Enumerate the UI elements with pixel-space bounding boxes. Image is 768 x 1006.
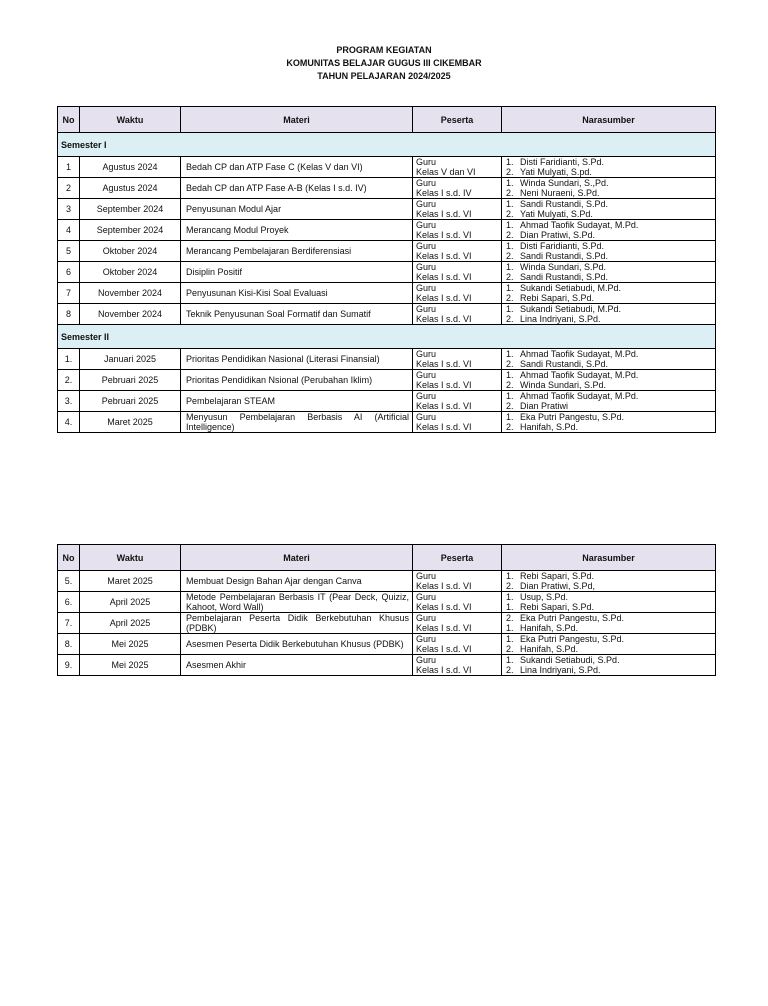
peserta-line-1: Guru <box>416 592 437 602</box>
row-narasumber <box>502 571 716 592</box>
row-no: 8. <box>58 634 80 655</box>
row-peserta <box>413 262 502 283</box>
narasumber-name: Sukandi Setiabudi, S.Pd. <box>520 655 620 665</box>
col-header-peserta: Peserta <box>413 545 502 571</box>
narasumber-item <box>506 349 712 359</box>
peserta-line-1: Guru <box>416 157 437 167</box>
row-peserta <box>413 220 502 241</box>
table-row <box>58 391 716 412</box>
narasumber-number: 2. <box>506 251 514 261</box>
narasumber-name: Dian Pratiwi, S.Pd, <box>520 581 596 591</box>
table-row <box>58 613 716 634</box>
row-no: 7. <box>58 613 80 634</box>
table-row <box>58 304 716 325</box>
row-waktu: Januari 2025 <box>80 349 181 370</box>
narasumber-number: 2. <box>506 167 514 177</box>
narasumber-number: 1. <box>506 262 514 272</box>
row-narasumber <box>502 199 716 220</box>
col-header-no: No <box>58 545 80 571</box>
row-waktu: Maret 2025 <box>80 412 181 433</box>
narasumber-name: Yati Mulyati, S.Pd. <box>520 209 593 219</box>
row-narasumber <box>502 655 716 676</box>
narasumber-item <box>506 230 712 240</box>
peserta-line-2: Kelas I s.d. VI <box>416 359 472 369</box>
row-narasumber <box>502 634 716 655</box>
narasumber-number: 2. <box>506 188 514 198</box>
table-row <box>58 349 716 370</box>
narasumber-name: Ahmad Taofik Sudayat, M.Pd. <box>520 370 639 380</box>
narasumber-item <box>506 359 712 369</box>
row-no: 2. <box>58 370 80 391</box>
title-line-3: TAHUN PELAJARAN 2024/2025 <box>317 71 451 81</box>
table-row <box>58 178 716 199</box>
table-row <box>58 592 716 613</box>
narasumber-number: 2. <box>506 665 514 675</box>
row-waktu: Oktober 2024 <box>80 241 181 262</box>
narasumber-item <box>506 634 712 644</box>
narasumber-item <box>506 188 712 198</box>
row-no: 8 <box>58 304 80 325</box>
narasumber-name: Hanifah, S.Pd. <box>520 422 579 432</box>
narasumber-name: Hanifah, S.Pd. <box>520 623 579 633</box>
peserta-line-2: Kelas I s.d. IV <box>416 188 472 198</box>
row-materi: Merancang Modul Proyek <box>181 220 413 241</box>
narasumber-name: Winda Sundari, S.Pd. <box>520 262 607 272</box>
row-no: 1. <box>58 349 80 370</box>
row-waktu: Oktober 2024 <box>80 262 181 283</box>
narasumber-item <box>506 623 712 633</box>
narasumber-number: 1. <box>506 283 514 293</box>
peserta-line-2: Kelas I s.d. VI <box>416 665 472 675</box>
col-header-narasumber: Narasumber <box>502 107 716 133</box>
row-narasumber <box>502 241 716 262</box>
narasumber-item <box>506 167 712 177</box>
row-no: 6 <box>58 262 80 283</box>
narasumber-number: 1. <box>506 391 514 401</box>
peserta-line-1: Guru <box>416 391 437 401</box>
peserta-line-1: Guru <box>416 283 437 293</box>
narasumber-item <box>506 293 712 303</box>
table-row <box>58 283 716 304</box>
narasumber-name: Lina Indriyani, S.Pd. <box>520 314 601 324</box>
narasumber-item <box>506 314 712 324</box>
table-row <box>58 412 716 433</box>
row-peserta <box>413 199 502 220</box>
row-materi: Menyusun Pembelajaran Berbasis AI (Artificial Intelligence) <box>181 412 413 433</box>
narasumber-name: Eka Putri Pangestu, S.Pd. <box>520 613 625 623</box>
peserta-line-2: Kelas I s.d. VI <box>416 602 472 612</box>
narasumber-name: Hanifah, S.Pd. <box>520 644 579 654</box>
col-header-materi: Materi <box>181 545 413 571</box>
narasumber-item <box>506 644 712 654</box>
narasumber-item <box>506 220 712 230</box>
row-waktu: November 2024 <box>80 304 181 325</box>
row-materi: Bedah CP dan ATP Fase A-B (Kelas I s.d. IV) <box>181 178 413 199</box>
row-waktu: Mei 2025 <box>80 655 181 676</box>
narasumber-item <box>506 304 712 314</box>
narasumber-number: 1. <box>506 178 514 188</box>
row-materi: Asesmen Akhir <box>181 655 413 676</box>
peserta-line-1: Guru <box>416 262 437 272</box>
narasumber-number: 2. <box>506 230 514 240</box>
row-narasumber <box>502 391 716 412</box>
narasumber-number: 1. <box>506 241 514 251</box>
narasumber-number: 1. <box>506 370 514 380</box>
narasumber-item <box>506 283 712 293</box>
peserta-line-2: Kelas I s.d. VI <box>416 422 472 432</box>
narasumber-number: 2. <box>506 644 514 654</box>
peserta-line-1: Guru <box>416 634 437 644</box>
narasumber-name: Rebi Sapari, S.Pd. <box>520 602 595 612</box>
row-no: 6. <box>58 592 80 613</box>
narasumber-number: 2. <box>506 209 514 219</box>
row-peserta <box>413 613 502 634</box>
row-peserta <box>413 349 502 370</box>
narasumber-item <box>506 272 712 282</box>
row-narasumber <box>502 283 716 304</box>
row-materi: Membuat Design Bahan Ajar dengan Canva <box>181 571 413 592</box>
row-narasumber <box>502 178 716 199</box>
narasumber-number: 1. <box>506 655 514 665</box>
narasumber-item <box>506 581 712 591</box>
schedule-table-1 <box>57 106 716 433</box>
peserta-line-2: Kelas I s.d. VI <box>416 401 472 411</box>
peserta-line-1: Guru <box>416 241 437 251</box>
narasumber-number: 1. <box>506 157 514 167</box>
peserta-line-2: Kelas I s.d. VI <box>416 314 472 324</box>
row-materi: Prioritas Pendidikan Nsional (Perubahan Iklim) <box>181 370 413 391</box>
peserta-line-2: Kelas I s.d. VI <box>416 209 472 219</box>
row-waktu: September 2024 <box>80 199 181 220</box>
peserta-line-1: Guru <box>416 349 437 359</box>
row-narasumber <box>502 349 716 370</box>
narasumber-number: 1. <box>506 304 514 314</box>
narasumber-item <box>506 592 712 602</box>
narasumber-name: Yati Mulyati, S.pd. <box>520 167 592 177</box>
narasumber-name: Usup, S.Pd. <box>520 592 569 602</box>
semester-row <box>58 133 716 157</box>
table-row <box>58 241 716 262</box>
narasumber-name: Ahmad Taofik Sudayat, M.Pd. <box>520 391 639 401</box>
narasumber-item <box>506 241 712 251</box>
narasumber-item <box>506 412 712 422</box>
narasumber-number: 1. <box>506 199 514 209</box>
narasumber-item <box>506 401 712 411</box>
row-peserta <box>413 592 502 613</box>
row-peserta <box>413 571 502 592</box>
table-row <box>58 220 716 241</box>
row-narasumber <box>502 262 716 283</box>
table-row <box>58 370 716 391</box>
row-no: 7 <box>58 283 80 304</box>
narasumber-item <box>506 157 712 167</box>
peserta-line-1: Guru <box>416 178 437 188</box>
col-header-narasumber: Narasumber <box>502 545 716 571</box>
table-row <box>58 655 716 676</box>
narasumber-item <box>506 571 712 581</box>
row-peserta <box>413 634 502 655</box>
peserta-line-2: Kelas I s.d. VI <box>416 644 472 654</box>
narasumber-name: Disti Faridianti, S.Pd. <box>520 241 605 251</box>
row-peserta <box>413 157 502 178</box>
row-materi: Teknik Penyusunan Soal Formatif dan Sumatif <box>181 304 413 325</box>
narasumber-item <box>506 422 712 432</box>
row-narasumber <box>502 412 716 433</box>
peserta-line-1: Guru <box>416 304 437 314</box>
row-waktu: Mei 2025 <box>80 634 181 655</box>
row-materi: Penyusunan Kisi-Kisi Soal Evaluasi <box>181 283 413 304</box>
narasumber-number: 1. <box>506 349 514 359</box>
narasumber-name: Winda Sundari, S.,Pd. <box>520 178 609 188</box>
row-materi: Asesmen Peserta Didik Berkebutuhan Khusus (PDBK) <box>181 634 413 655</box>
peserta-line-1: Guru <box>416 370 437 380</box>
narasumber-item <box>506 178 712 188</box>
narasumber-name: Ahmad Taofik Sudayat, M.Pd. <box>520 349 639 359</box>
document-title <box>0 44 768 83</box>
narasumber-number: 2. <box>506 401 514 411</box>
narasumber-number: 2. <box>506 581 514 591</box>
peserta-line-2: Kelas I s.d. VI <box>416 272 472 282</box>
col-header-waktu: Waktu <box>80 545 181 571</box>
narasumber-name: Lina Indriyani, S.Pd. <box>520 665 601 675</box>
table-row <box>58 157 716 178</box>
row-narasumber <box>502 157 716 178</box>
peserta-line-2: Kelas I s.d. VI <box>416 251 472 261</box>
narasumber-item <box>506 391 712 401</box>
narasumber-item <box>506 665 712 675</box>
narasumber-number: 1. <box>506 220 514 230</box>
row-materi: Disiplin Positif <box>181 262 413 283</box>
row-peserta <box>413 412 502 433</box>
narasumber-name: Disti Faridianti, S.Pd. <box>520 157 605 167</box>
semester-label: Semester I <box>58 133 716 157</box>
row-narasumber <box>502 304 716 325</box>
row-narasumber <box>502 592 716 613</box>
table-row <box>58 634 716 655</box>
row-no: 9. <box>58 655 80 676</box>
narasumber-name: Sandi Rustandi, S.Pd. <box>520 359 609 369</box>
semester-row <box>58 325 716 349</box>
narasumber-number: 1. <box>506 623 514 633</box>
narasumber-item <box>506 613 712 623</box>
peserta-line-2: Kelas I s.d. VI <box>416 230 472 240</box>
narasumber-name: Rebi Sapari, S.Pd. <box>520 571 595 581</box>
row-no: 2 <box>58 178 80 199</box>
row-no: 5. <box>58 571 80 592</box>
narasumber-name: Neni Nuraeni, S.Pd. <box>520 188 600 198</box>
row-waktu: November 2024 <box>80 283 181 304</box>
peserta-line-1: Guru <box>416 199 437 209</box>
narasumber-number: 1. <box>506 602 514 612</box>
narasumber-item <box>506 380 712 390</box>
table-header-row <box>58 107 716 133</box>
row-peserta <box>413 370 502 391</box>
peserta-line-2: Kelas I s.d. VI <box>416 581 472 591</box>
row-no: 5 <box>58 241 80 262</box>
peserta-line-2: Kelas I s.d. VI <box>416 623 472 633</box>
row-peserta <box>413 391 502 412</box>
schedule-table-2 <box>57 544 716 676</box>
title-line-1: PROGRAM KEGIATAN <box>336 45 432 55</box>
row-materi: Pembelajaran Peserta Didik Berkebutuhan Khusus (PDBK) <box>181 613 413 634</box>
col-header-no: No <box>58 107 80 133</box>
narasumber-name: Sukandi Setiabudi, M.Pd. <box>520 283 622 293</box>
narasumber-item <box>506 602 712 612</box>
row-waktu: September 2024 <box>80 220 181 241</box>
narasumber-number: 1. <box>506 634 514 644</box>
row-peserta <box>413 178 502 199</box>
semester-label: Semester II <box>58 325 716 349</box>
row-no: 3 <box>58 199 80 220</box>
peserta-line-2: Kelas I s.d. VI <box>416 380 472 390</box>
narasumber-name: Rebi Sapari, S.Pd. <box>520 293 595 303</box>
row-peserta <box>413 655 502 676</box>
peserta-line-1: Guru <box>416 655 437 665</box>
narasumber-name: Sandi Rustandi, S.Pd. <box>520 199 609 209</box>
row-waktu: Maret 2025 <box>80 571 181 592</box>
row-no: 4 <box>58 220 80 241</box>
narasumber-name: Dian Pratiwi, S.Pd. <box>520 230 596 240</box>
row-peserta <box>413 304 502 325</box>
row-peserta <box>413 241 502 262</box>
row-narasumber <box>502 613 716 634</box>
table-row <box>58 262 716 283</box>
narasumber-name: Winda Sundari, S.Pd. <box>520 380 607 390</box>
narasumber-name: Dian Pratiwi <box>520 401 569 411</box>
narasumber-item <box>506 251 712 261</box>
narasumber-number: 1. <box>506 592 514 602</box>
peserta-line-1: Guru <box>416 412 437 422</box>
row-waktu: Pebruari 2025 <box>80 391 181 412</box>
narasumber-number: 1. <box>506 571 514 581</box>
narasumber-name: Ahmad Taofik Sudayat, M.Pd. <box>520 220 639 230</box>
row-waktu: April 2025 <box>80 613 181 634</box>
peserta-line-2: Kelas I s.d. VI <box>416 293 472 303</box>
title-line-2: KOMUNITAS BELAJAR GUGUS III CIKEMBAR <box>286 58 482 68</box>
narasumber-item <box>506 209 712 219</box>
row-materi: Bedah CP dan ATP Fase C (Kelas V dan VI) <box>181 157 413 178</box>
narasumber-item <box>506 199 712 209</box>
narasumber-number: 2. <box>506 380 514 390</box>
row-waktu: Agustus 2024 <box>80 157 181 178</box>
row-waktu: Agustus 2024 <box>80 178 181 199</box>
narasumber-name: Eka Putri Pangestu, S.Pd. <box>520 634 625 644</box>
narasumber-name: Sandi Rustandi, S.Pd. <box>520 251 609 261</box>
table-header-row <box>58 545 716 571</box>
row-materi: Pembelajaran STEAM <box>181 391 413 412</box>
row-waktu: April 2025 <box>80 592 181 613</box>
narasumber-item <box>506 262 712 272</box>
row-materi: Merancang Pembelajaran Berdiferensiasi <box>181 241 413 262</box>
narasumber-number: 2. <box>506 314 514 324</box>
narasumber-name: Sukandi Setiabudi, M.Pd. <box>520 304 622 314</box>
col-header-waktu: Waktu <box>80 107 181 133</box>
row-no: 1 <box>58 157 80 178</box>
narasumber-name: Eka Putri Pangestu, S.Pd. <box>520 412 625 422</box>
narasumber-name: Sandi Rustandi, S.Pd. <box>520 272 609 282</box>
row-peserta <box>413 283 502 304</box>
row-narasumber <box>502 220 716 241</box>
narasumber-number: 2. <box>506 359 514 369</box>
peserta-line-2: Kelas V dan VI <box>416 167 476 177</box>
table-row <box>58 199 716 220</box>
peserta-line-1: Guru <box>416 571 437 581</box>
narasumber-item <box>506 655 712 665</box>
narasumber-number: 2. <box>506 422 514 432</box>
row-no: 4. <box>58 412 80 433</box>
row-no: 3. <box>58 391 80 412</box>
row-materi: Penyusunan Modul Ajar <box>181 199 413 220</box>
table-row <box>58 571 716 592</box>
peserta-line-1: Guru <box>416 613 437 623</box>
row-materi: Metode Pembelajaran Berbasis IT (Pear Deck, Quiziz, Kahoot, Word Wall) <box>181 592 413 613</box>
row-materi: Prioritas Pendidikan Nasional (Literasi Finansial) <box>181 349 413 370</box>
col-header-materi: Materi <box>181 107 413 133</box>
narasumber-item <box>506 370 712 380</box>
row-waktu: Pebruari 2025 <box>80 370 181 391</box>
peserta-line-1: Guru <box>416 220 437 230</box>
narasumber-number: 2. <box>506 613 514 623</box>
narasumber-number: 1. <box>506 412 514 422</box>
row-narasumber <box>502 370 716 391</box>
narasumber-number: 2. <box>506 293 514 303</box>
narasumber-number: 2. <box>506 272 514 282</box>
col-header-peserta: Peserta <box>413 107 502 133</box>
